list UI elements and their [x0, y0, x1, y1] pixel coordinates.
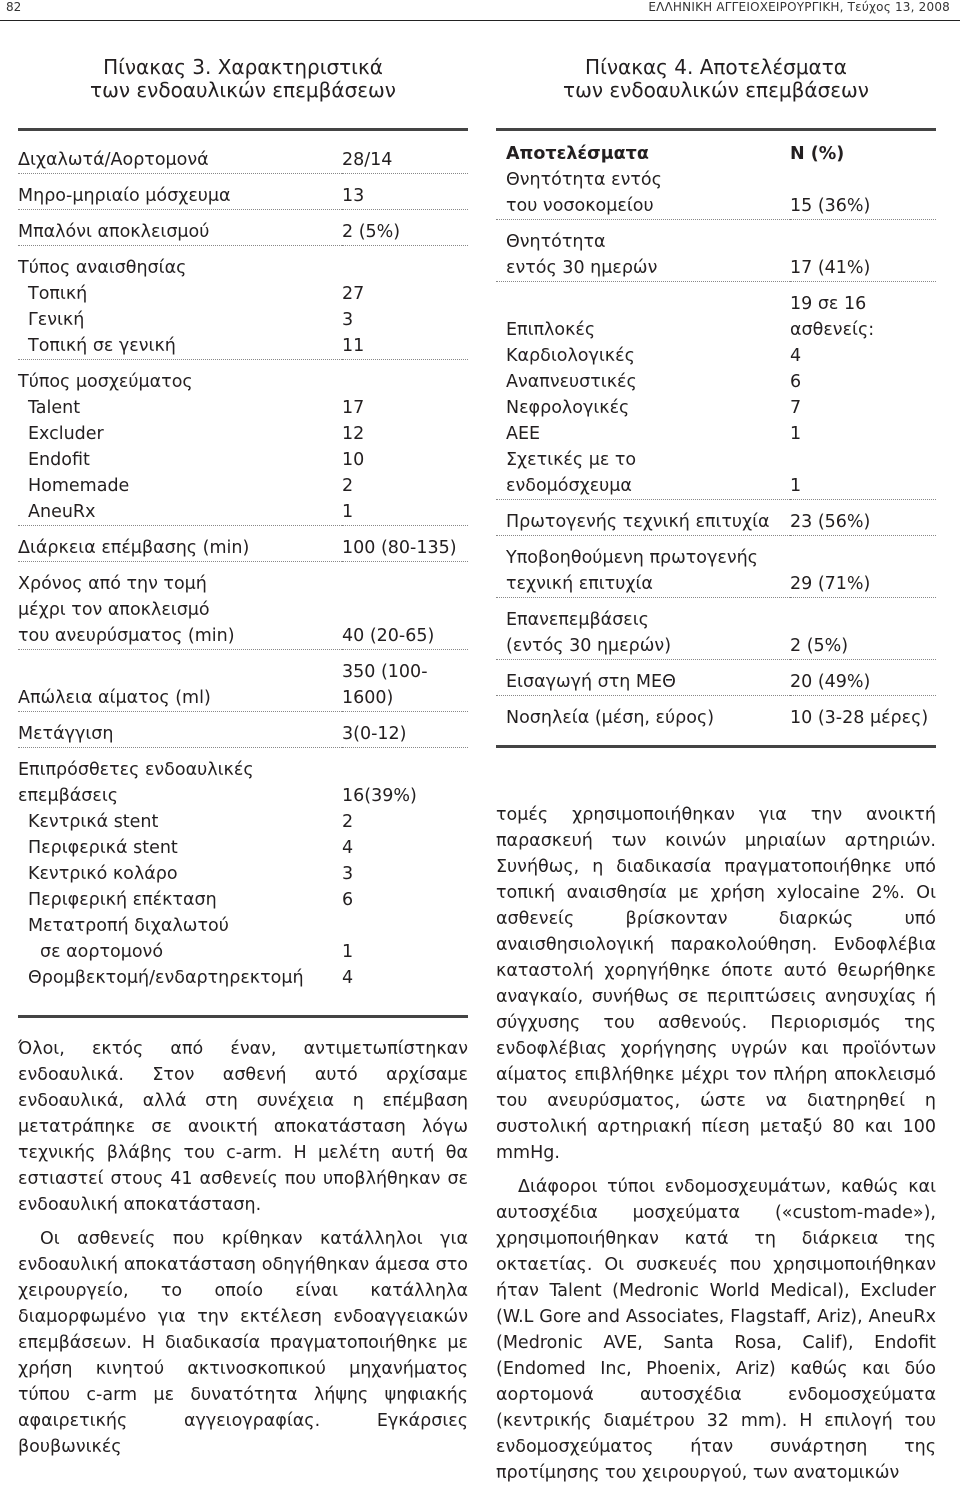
row-value: 15 (36%) — [790, 193, 936, 220]
table-row — [18, 307, 468, 333]
table-row — [18, 333, 468, 360]
row-label: AneuRx — [18, 499, 342, 526]
left-body-text — [18, 1036, 468, 1460]
row-value: 350 (100-1600) — [342, 650, 468, 712]
row-value: 27 — [342, 284, 365, 304]
table-row — [496, 536, 936, 572]
table-row — [18, 174, 468, 210]
table-row — [18, 473, 468, 499]
row-label: Χρόνος από την τομή — [18, 574, 207, 594]
right-column — [496, 20, 936, 1486]
row-label: Υποβοηθούμενη πρωτογενής — [506, 548, 758, 568]
row-label: Τοπική — [28, 284, 88, 304]
paragraph: Οι ασθενείς που κρίθηκαν κατάλληλοι για ενδοαυλική αποκατάσταση οδηγήθηκαν άμεσα στο χειρουργείο, το οποίο είναι κατάλληλα διαμορφωμένο για την εκτέλεση ενδοαγγειακών επεμβάσεων. Η διαδικασία πραγματοποιήθηκε με χρήση κινητού ακτινοσκοπικού μηχανήματος τύπου c-arm με δυνατότητα λήψης ψηφιακής αφαιρετικής αγγειογραφίας. Εγκάρσιες βουβωνικές — [18, 1229, 468, 1457]
table-header-row — [496, 141, 936, 167]
table-row — [18, 447, 468, 473]
row-label: Μετατροπή διχαλωτού — [28, 916, 229, 936]
row-value: 6 — [342, 890, 354, 910]
row-label: Κεντρικό κολάρο — [28, 864, 178, 884]
table-row — [496, 473, 936, 500]
row-label: Σχετικές με το — [506, 450, 637, 470]
table-row — [18, 421, 468, 447]
row-value: 2 (5%) — [342, 210, 468, 246]
table-row — [18, 499, 468, 526]
table-row — [496, 447, 936, 473]
table-row — [18, 210, 468, 246]
row-value: 13 — [342, 174, 468, 210]
table-row — [496, 395, 936, 421]
row-value: 19 σε 16 ασθενείς: — [790, 294, 875, 340]
row-value: 29 (71%) — [790, 571, 936, 598]
row-label: Τύπος μοσχεύματος — [18, 372, 193, 392]
row-value — [342, 246, 468, 282]
row-label: Γενική — [28, 310, 85, 330]
table-row — [18, 562, 468, 598]
table4-title-line2: των ενδοαυλικών επεμβάσεων — [563, 78, 869, 102]
row-label: Talent — [28, 398, 81, 418]
table-row — [496, 343, 936, 369]
table4 — [496, 141, 936, 731]
table-row — [18, 395, 468, 421]
row-label: Πρωτογενής τεχνική επιτυχία — [496, 500, 790, 536]
row-label: Μετάγγιση — [18, 712, 342, 748]
table-row — [496, 571, 936, 598]
row-value: 20 (49%) — [790, 660, 936, 696]
row-label: ΑΕΕ — [506, 424, 541, 444]
row-label: σε αορτομονό — [40, 942, 164, 962]
row-label: Μπαλόνι αποκλεισμού — [18, 210, 342, 246]
journal-title: ΕΛΛΗΝΙΚΗ ΑΓΓΕΙΟΧΕΙΡΟΥΡΓΙΚΗ, Τεύχος 13, 2008 — [648, 0, 950, 14]
row-value: 6 — [790, 372, 802, 392]
table-row — [18, 597, 468, 623]
row-value — [342, 597, 468, 623]
row-label: Καρδιολογικές — [506, 346, 635, 366]
row-label: Περιφερικά stent — [28, 838, 178, 858]
paragraph: τομές χρησιμοποιήθηκαν για την ανοικτή παρασκευή των κοινών μηριαίων αρτηριών. Συνήθως, η διαδικασία πραγματοποιήθηκε υπό τοπική αναισθησία με χρήση xylocaine 2%. Οι ασθενείς βρίσκονταν διαρκώς υπό αναισθησιολογική παρακολούθηση. Ενδοφλέβια καταστολή χορηγήθηκε όποτε αυτό θεωρήθηκε αναγκαίο, συνήθως σε περιπτώσεις ανησυχίας ή σύγχυσης του ασθενούς. Περιορισμός της ενδοφλέβιας χορήγησης υγρών και προϊόντων αίματος επιβλήθηκε μέχρι τον πλήρη αποκλεισμό του ανευρύσματος, ώστε να διατηρηθεί η συστολική αρτηριακή πίεση μεταξύ 80 και 100 mmHg. — [496, 805, 936, 1163]
row-label: του νοσοκομείου — [496, 193, 790, 220]
row-value: 17 — [342, 398, 365, 418]
row-label: Διάρκεια επέμβασης (min) — [18, 526, 342, 562]
row-value: 4 — [342, 968, 354, 988]
row-label: Endofit — [28, 450, 90, 470]
paragraph: Διάφοροι τύποι ενδομοσχευμάτων, καθώς και αυτοσχέδια μοσχεύματα («custom-made»), χρησιμοποιήθηκαν κατά τη διάρκεια της οκταετίας. Οι συσκευές που χρησιμοποιήθηκαν ήταν Talent (Medronic World Medical), Excluder (W.L Gore and Associates, Flagstaff, Ariz), AneuRx (Medronic AVE, Santa Rosa, Calif), Endofit (Endomed Inc, Phoenix, Ariz) καθώς και δύο αορτομονά αυτοσχέδια ενδομοσχεύματα (κεντρικής διαμέτρου 32 mm). Η επιλογή του ενδομοσχεύματος ήταν συνάρτηση της προτίμησης του χειρουργού, των ανατομικών — [496, 1177, 936, 1483]
row-value: 23 (56%) — [790, 500, 936, 536]
table-row — [496, 500, 936, 536]
row-value: 4 — [342, 838, 354, 858]
row-value — [790, 447, 936, 473]
table-row — [496, 369, 936, 395]
table-row — [18, 965, 468, 991]
table-row — [496, 193, 936, 220]
row-value: 3 — [342, 864, 354, 884]
table3-title-line1: Πίνακας 3. Χαρακτηριστικά — [103, 55, 383, 79]
row-label: εντός 30 ημερών — [496, 255, 790, 282]
table-row — [18, 623, 468, 650]
table-row — [18, 809, 468, 835]
row-label: Θνητότητα — [506, 232, 606, 252]
row-value — [790, 536, 936, 572]
row-label: Homemade — [28, 476, 130, 496]
row-value: 1 — [790, 473, 936, 500]
row-value: 2 (5%) — [790, 633, 936, 660]
table4-top-rule — [496, 128, 936, 131]
row-value: 1 — [790, 424, 802, 444]
row-label: μέχρι τον αποκλεισμό — [18, 600, 210, 620]
row-label: Επιπλοκές — [506, 320, 596, 340]
table-row — [496, 282, 936, 344]
row-value: 3(0-12) — [342, 712, 468, 748]
table-row — [18, 650, 468, 712]
row-value: 10 (3-28 μέρες) — [790, 708, 929, 728]
table3-title-line2: των ενδοαυλικών επεμβάσεων — [90, 78, 396, 102]
column-header: Ν (%) — [790, 144, 845, 164]
row-value: 11 — [342, 333, 468, 360]
table3-bottom-rule — [18, 1015, 468, 1018]
right-body-text — [496, 802, 936, 1486]
row-label: (εντός 30 ημερών) — [496, 633, 790, 660]
table-row — [496, 696, 936, 732]
table-row — [496, 167, 936, 193]
table-row — [18, 783, 468, 809]
row-label: Αναπνευστικές — [506, 372, 637, 392]
row-label: Κεντρικά stent — [28, 812, 159, 832]
table-row — [496, 660, 936, 696]
row-value — [342, 562, 468, 598]
paragraph: Όλοι, εκτός από έναν, αντιμετωπίστηκαν ενδοαυλικά. Στον ασθενή αυτό αρχίσαμε ενδοαυλικά, αλλά στη συνέχεια η επέμβαση μετατράπηκε σε ανοικτή αποκατάσταση λόγω τεχνικής βλάβης του c-arm. Η μελέτη αυτή θα εστιαστεί στους 41 ασθενείς που υποβλήθηκαν σε ενδοαυλική αποκατάσταση. — [18, 1039, 468, 1215]
table4-title — [496, 56, 936, 102]
row-value: 10 — [342, 450, 365, 470]
table-row — [496, 633, 936, 660]
table-row — [496, 220, 936, 256]
table-row — [18, 887, 468, 913]
table-row — [18, 861, 468, 887]
column-header: Αποτελέσματα — [506, 144, 649, 164]
row-value: 16(39%) — [342, 786, 417, 806]
table-row — [18, 913, 468, 939]
row-label: ενδομόσχευμα — [496, 473, 790, 500]
row-label: Απώλεια αίματος (ml) — [18, 650, 342, 712]
table-row — [18, 360, 468, 396]
table3 — [18, 147, 468, 991]
row-label: Περιφερική επέκταση — [28, 890, 217, 910]
table-row — [496, 255, 936, 282]
table-row — [18, 281, 468, 307]
row-value: 40 (20-65) — [342, 623, 468, 650]
row-label: Excluder — [28, 424, 104, 444]
table3-title — [18, 56, 468, 102]
table-row — [18, 526, 468, 562]
row-value: 28/14 — [342, 147, 468, 174]
row-value: 100 (80-135) — [342, 526, 468, 562]
table-row — [18, 748, 468, 784]
table-row — [18, 147, 468, 174]
table-row — [18, 712, 468, 748]
row-value: 3 — [342, 310, 354, 330]
row-label: Νεφρολογικές — [506, 398, 630, 418]
row-label: Επιπρόσθετες ενδοαυλικές — [18, 760, 254, 780]
table-row — [496, 598, 936, 634]
left-column — [18, 20, 468, 1460]
row-label: Νοσηλεία (μέση, εύρος) — [506, 708, 715, 728]
row-value: 12 — [342, 424, 365, 444]
row-label: Τοπική σε γενική — [18, 333, 342, 360]
row-value — [342, 748, 468, 784]
page-number: 82 — [6, 0, 22, 14]
row-value — [790, 598, 936, 634]
row-value: 2 — [342, 476, 354, 496]
row-label: Μηρο-μηριαίο μόσχευμα — [18, 174, 342, 210]
row-value: 17 (41%) — [790, 255, 936, 282]
table3-top-rule — [18, 128, 468, 131]
row-value — [342, 913, 468, 939]
row-value: 1 — [342, 942, 354, 962]
running-header — [0, 0, 960, 22]
row-value: 7 — [790, 398, 802, 418]
row-label: Επανεπεμβάσεις — [506, 610, 649, 630]
table-row — [18, 939, 468, 965]
row-label: Θνητότητα εντός — [506, 170, 662, 190]
row-value — [790, 167, 936, 193]
row-label: Διχαλωτά/Αορτομονά — [18, 147, 342, 174]
row-label: του ανευρύσματος (min) — [18, 623, 342, 650]
table-row — [496, 421, 936, 447]
row-label: επεμβάσεις — [18, 786, 119, 806]
row-label: τεχνική επιτυχία — [496, 571, 790, 598]
row-value: 2 — [342, 812, 354, 832]
row-label: Θρομβεκτομή/ενδαρτηρεκτομή — [28, 968, 304, 988]
table-row — [18, 246, 468, 282]
row-value: 4 — [790, 346, 802, 366]
row-label: Τύπος αναισθησίας — [18, 258, 187, 278]
table4-title-line1: Πίνακας 4. Αποτελέσματα — [585, 55, 847, 79]
table4-bottom-rule — [496, 745, 936, 748]
table-row — [18, 835, 468, 861]
row-label: Εισαγωγή στη ΜΕΘ — [496, 660, 790, 696]
row-value — [790, 220, 936, 256]
row-value — [342, 360, 468, 396]
row-value: 1 — [342, 499, 468, 526]
